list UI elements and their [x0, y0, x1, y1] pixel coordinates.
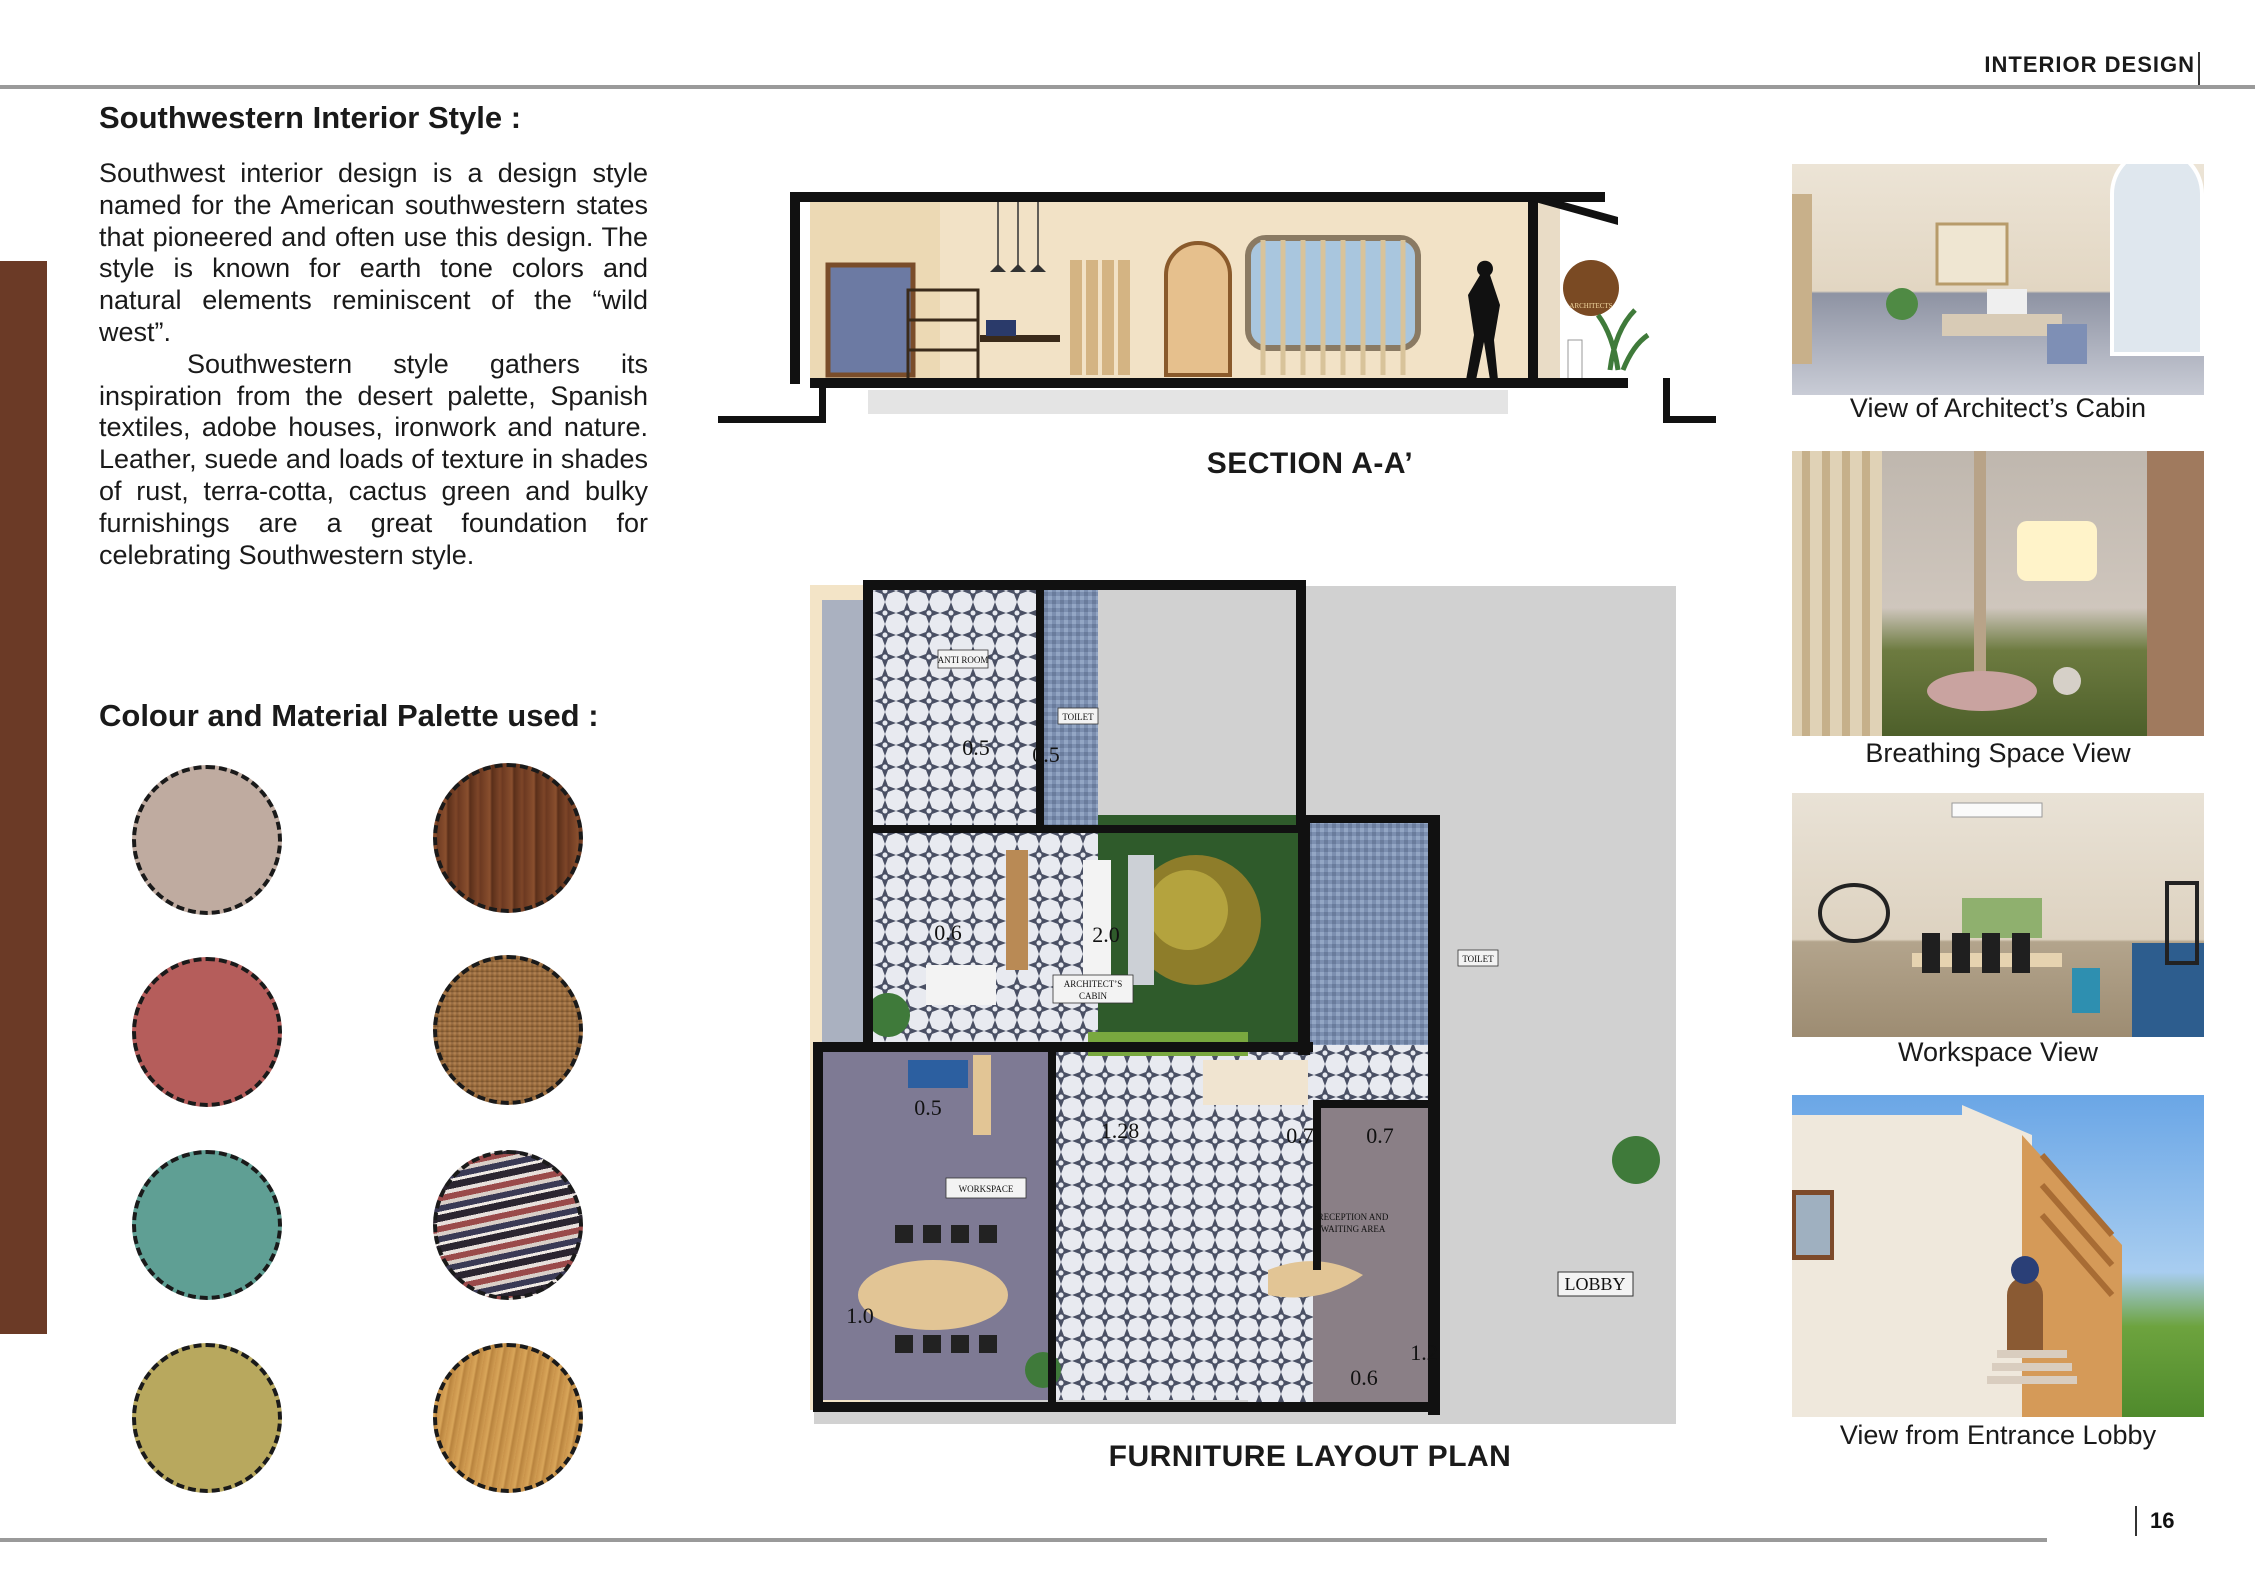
label-cabin-1: ARCHITECT’S	[1063, 979, 1123, 989]
plan-caption: FURNITURE LAYOUT PLAN	[1108, 1440, 1512, 1473]
palette-title: Colour and Material Palette used :	[99, 698, 599, 733]
swatch-teal	[132, 1150, 282, 1300]
dim-1.28: 1.28	[1100, 1118, 1140, 1143]
dim-0.5-b: 0.5	[1032, 742, 1060, 767]
header-label: INTERIOR DESIGN	[1984, 52, 2195, 77]
label-reception-1: RECEPTION AND	[1317, 1212, 1389, 1222]
section-logo-text: ARCHITECTS	[1569, 302, 1613, 310]
swatch-striped-textile	[433, 1150, 583, 1300]
view-workspace-caption: Workspace View	[1897, 1037, 2099, 1067]
label-cabin-2: CABIN	[1078, 991, 1108, 1001]
side-accent-strip	[0, 261, 47, 1334]
section-drawing	[718, 180, 1716, 440]
label-toilet-1: TOILET	[1062, 712, 1094, 722]
intro-title: Southwestern Interior Style :	[99, 100, 522, 135]
swatch-terracotta	[132, 957, 282, 1107]
view-breathing-space-caption: Breathing Space View	[1865, 738, 2131, 768]
view-architect-cabin-image	[1792, 164, 2204, 395]
dim-1.0: 1.0	[846, 1303, 874, 1328]
view-entrance-lobby-caption: View from Entrance Lobby	[1839, 1420, 2157, 1450]
top-rule	[0, 85, 2255, 89]
label-reception-2: WAITING AREA	[1320, 1224, 1386, 1234]
swatch-mustard	[132, 1343, 282, 1493]
label-workspace: WORKSPACE	[958, 1184, 1014, 1194]
dim-0.5-c: 0.5	[914, 1095, 942, 1120]
dim-0.5-a: 0.5	[962, 735, 990, 760]
view-entrance-lobby-image	[1792, 1095, 2204, 1417]
label-anti-room: ANTI ROOM	[937, 655, 989, 665]
dim-0.7-a: 0.7	[1286, 1123, 1314, 1148]
swatch-beige	[132, 765, 282, 915]
intro-paragraph-2: Southwestern style gathers its inspiration from the desert palette, Spanish textiles, adobe houses, ironwork and nature. Leather, suede and loads of texture in shades of rust, terra-cotta, cactus green and bulky furnishings are a great foundation for celebrating Southwestern style.	[99, 348, 648, 570]
page-number: 16	[2150, 1508, 2175, 1533]
swatch-light-wood	[433, 1343, 583, 1493]
page-number-divider	[2135, 1506, 2137, 1536]
bottom-rule	[0, 1538, 2047, 1542]
label-toilet-2: TOILET	[1462, 954, 1494, 964]
intro-paragraph-1: Southwest interior design is a design style named for the American southwestern states that pioneered and often use this design. The style is known for earth tone colors and natural elements reminiscent of the “wild west”.	[99, 158, 648, 347]
dim-2.0: 2.0	[1092, 922, 1120, 947]
dim-0.6: 0.6	[934, 920, 962, 945]
header-divider	[2198, 52, 2200, 86]
dim-0.7-b: 0.7	[1366, 1123, 1394, 1148]
swatch-jute-weave	[433, 955, 583, 1105]
section-caption: SECTION A-A’	[1206, 447, 1414, 480]
view-architect-cabin-caption: View of Architect’s Cabin	[1849, 393, 2147, 423]
swatch-wood-planks	[433, 763, 583, 913]
view-breathing-space-image	[1792, 451, 2204, 736]
dim-1.2: 1.2	[1410, 1340, 1438, 1365]
dim-0.6-b: 0.6	[1350, 1365, 1378, 1390]
label-lobby: LOBBY	[1564, 1274, 1626, 1294]
view-workspace-image	[1792, 793, 2204, 1037]
furniture-plan	[808, 580, 1676, 1424]
intro-text	[99, 158, 648, 571]
